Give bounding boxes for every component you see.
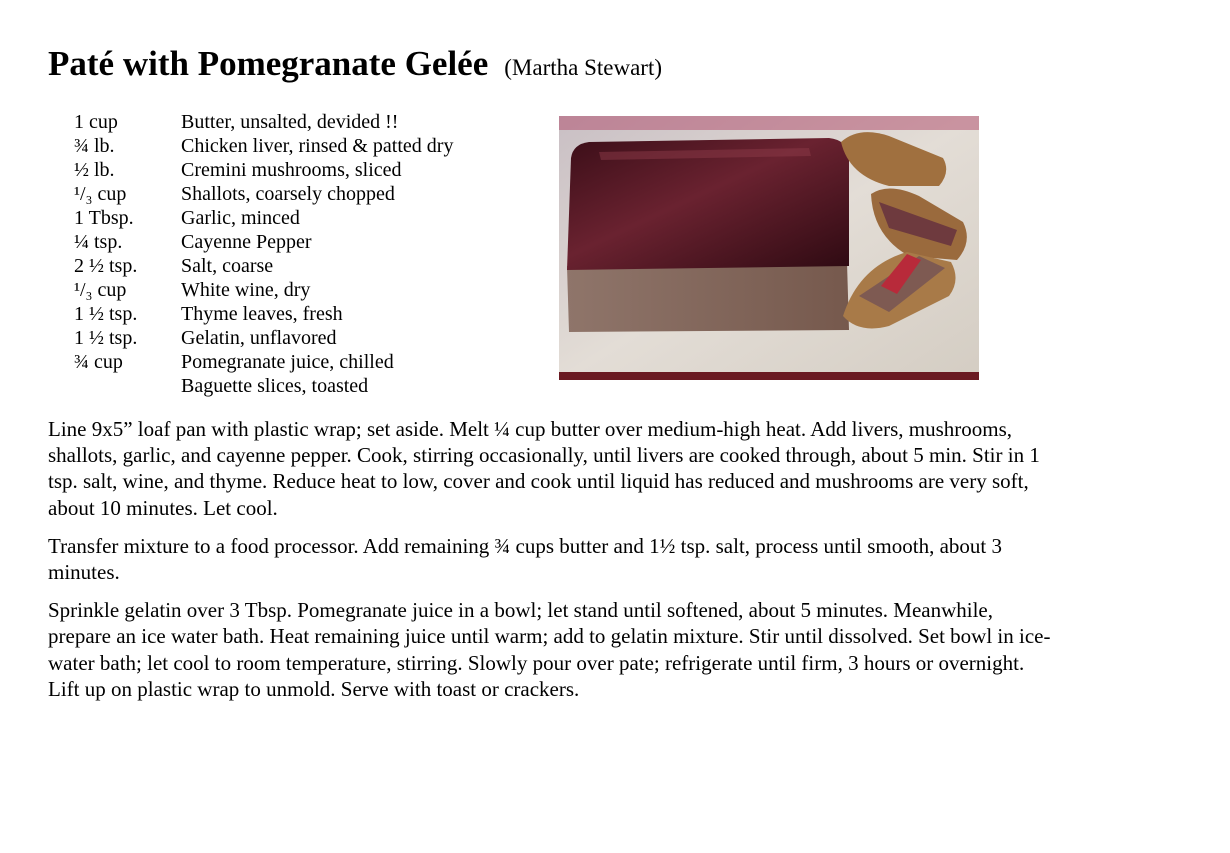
ingredient-qty: 2 ½ tsp.: [74, 255, 138, 277]
pate-slab: [567, 262, 849, 332]
ingredient-qty: [74, 374, 181, 398]
instruction-paragraph: Transfer mixture to a food processor. Add remaining ¾ cups butter and 1½ tsp. salt, process until smooth, about 3 minutes.: [48, 533, 1003, 585]
ingredient-name: Cayenne Pepper: [181, 231, 312, 253]
instruction-paragraph: Line 9x5” loaf pan with plastic wrap; set aside. Melt ¼ cup butter over medium-high heat. Add livers, mushrooms, shallots, garlic, and cayenne pepper. Cook, stirring occasionally, until livers are cooked through, about 5 min. Stir in 1 tsp. salt, wine, and thyme. Reduce heat to low, cover and cook until liquid has reduced and mushrooms are very soft, about 10 minutes. Let cool.: [48, 417, 1040, 520]
ingredient-qty: ¹/₃ cup: [74, 183, 127, 205]
ingredient-name: Salt, coarse: [181, 255, 274, 277]
ingredient-name: Butter, unsalted, devided !!: [181, 111, 399, 133]
ingredient-name: Pomegranate juice, chilled: [181, 351, 394, 373]
pate-photo: [559, 116, 979, 380]
ingredient-row: [74, 278, 544, 302]
instructions: [48, 416, 1058, 714]
recipe-title: [48, 44, 662, 84]
ingredient-qty: ¾ cup: [74, 351, 123, 373]
ingredient-row: [74, 302, 544, 326]
ingredient-name: Thyme leaves, fresh: [181, 303, 343, 325]
ingredient-name: Gelatin, unflavored: [181, 327, 337, 349]
ingredient-row: [74, 326, 544, 350]
ingredient-qty: 1 ½ tsp.: [74, 303, 138, 325]
photo-top-edge: [559, 116, 979, 130]
ingredient-row: [74, 182, 544, 206]
ingredient-row: [74, 158, 544, 182]
recipe-title-text: Paté with Pomegranate Gelée: [48, 44, 489, 83]
ingredient-row: [74, 374, 544, 398]
ingredient-name: Shallots, coarsely chopped: [181, 183, 395, 205]
ingredient-name: Garlic, minced: [181, 207, 300, 229]
ingredient-qty: ¼ tsp.: [74, 231, 123, 253]
ingredient-name: Cremini mushrooms, sliced: [181, 159, 402, 181]
ingredient-name: Baguette slices, toasted: [181, 375, 369, 397]
ingredient-name: Chicken liver, rinsed & patted dry: [181, 135, 454, 157]
ingredient-qty: 1 ½ tsp.: [74, 327, 138, 349]
ingredient-name: White wine, dry: [181, 279, 311, 301]
ingredient-row: [74, 134, 544, 158]
ingredient-qty: ½ lb.: [74, 159, 115, 181]
ingredient-qty: ¾ lb.: [74, 135, 115, 157]
ingredient-list: [74, 110, 544, 398]
ingredient-qty: 1 Tbsp.: [74, 207, 134, 229]
instruction-paragraph: Sprinkle gelatin over 3 Tbsp. Pomegranate juice in a bowl; let stand until softened, about 5 minutes. Meanwhile, prepare an ice water bath. Heat remaining juice until warm; add to gelatin mixture. Stir until dissolved. Set bowl in ice-water bath; let cool to room temperature, stirring. Slowly pour over pate; refrigerate until firm, 3 hours or overnight. Lift up on plastic wrap to unmold. Serve with toast or crackers.: [48, 598, 1051, 701]
ingredient-row: [74, 254, 544, 278]
ingredient-row: [74, 230, 544, 254]
ingredient-row: [74, 206, 544, 230]
ingredient-row: [74, 350, 544, 374]
ingredient-qty: ¹/₃ cup: [74, 279, 127, 301]
ingredient-row: [74, 110, 544, 134]
recipe-author: (Martha Stewart): [504, 55, 663, 80]
photo-bottom-edge: [559, 372, 979, 380]
ingredient-qty: 1 cup: [74, 111, 118, 133]
